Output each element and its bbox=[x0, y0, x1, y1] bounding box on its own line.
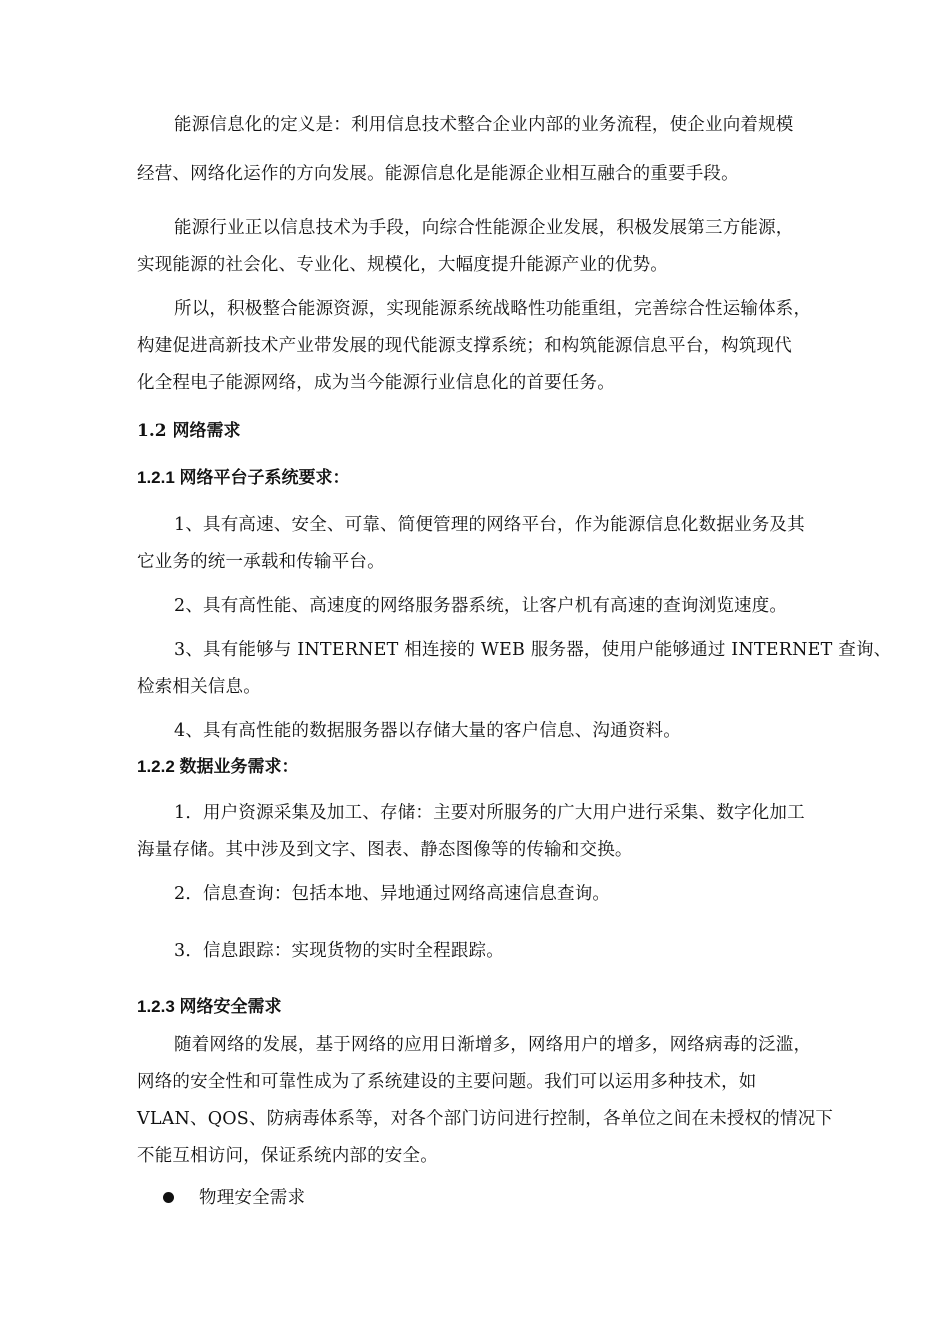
section-heading-1-2-2: 1.2.2 数据业务需求： bbox=[137, 757, 299, 776]
paragraph-line: 随着网络的发展，基于网络的应用日渐增多，网络用户的增多，网络病毒的泛滥， bbox=[174, 1035, 812, 1055]
list-item-line: 2、具有高性能、高速度的网络服务器系统，让客户机有高速的查询浏览速度。 bbox=[174, 596, 788, 616]
list-item-line: 3、具有能够与 INTERNET 相连接的 WEB 服务器，使用户能够通过 INTERNET 查询、 bbox=[174, 640, 892, 660]
paragraph-line: 经营、网络化运作的方向发展。能源信息化是能源企业相互融合的重要手段。 bbox=[137, 164, 739, 184]
bullet-icon bbox=[163, 1192, 174, 1203]
list-item-line: 海量存储。其中涉及到文字、图表、静态图像等的传输和交换。 bbox=[137, 840, 633, 860]
list-item-line: 2．信息查询：包括本地、异地通过网络高速信息查询。 bbox=[174, 884, 611, 904]
paragraph-line: VLAN、QOS、防病毒体系等，对各个部门访问进行控制，各单位之间在未授权的情况下 bbox=[137, 1109, 834, 1129]
list-item-line: 检索相关信息。 bbox=[137, 677, 261, 697]
list-item-line: 4、具有高性能的数据服务器以存储大量的客户信息、沟通资料。 bbox=[174, 721, 681, 741]
paragraph-line: 不能互相访问，保证系统内部的安全。 bbox=[137, 1146, 438, 1166]
list-item-line: 3．信息跟踪：实现货物的实时全程跟踪。 bbox=[174, 941, 504, 961]
paragraph-line: 能源信息化的定义是：利用信息技术整合企业内部的业务流程，使企业向着规模 bbox=[174, 115, 794, 135]
list-item-line: 1、具有高速、安全、可靠、简便管理的网络平台，作为能源信息化数据业务及其 bbox=[174, 515, 805, 535]
section-heading-1-2: 1.2 网络需求 bbox=[137, 421, 241, 441]
paragraph-line: 能源行业正以信息技术为手段，向综合性能源企业发展，积极发展第三方能源， bbox=[174, 218, 794, 238]
paragraph-line: 网络的安全性和可靠性成为了系统建设的主要问题。我们可以运用多种技术，如 bbox=[137, 1072, 757, 1092]
paragraph-line: 实现能源的社会化、专业化、规模化，大幅度提升能源产业的优势。 bbox=[137, 255, 668, 275]
paragraph-line: 构建促进高新技术产业带发展的现代能源支撑系统；和构筑能源信息平台，构筑现代 bbox=[137, 336, 792, 356]
section-heading-1-2-1: 1.2.1 网络平台子系统要求： bbox=[137, 468, 350, 487]
section-heading-1-2-3: 1.2.3 网络安全需求 bbox=[137, 997, 282, 1016]
list-item-line: 1．用户资源采集及加工、存储：主要对所服务的广大用户进行采集、数字化加工 bbox=[174, 803, 805, 823]
paragraph-line: 化全程电子能源网络，成为当今能源行业信息化的首要任务。 bbox=[137, 373, 615, 393]
paragraph-line: 所以，积极整合能源资源，实现能源系统战略性功能重组，完善综合性运输体系， bbox=[174, 299, 812, 319]
list-item-line: 它业务的统一承载和传输平台。 bbox=[137, 552, 385, 572]
bullet-item: 物理安全需求 bbox=[199, 1188, 306, 1208]
